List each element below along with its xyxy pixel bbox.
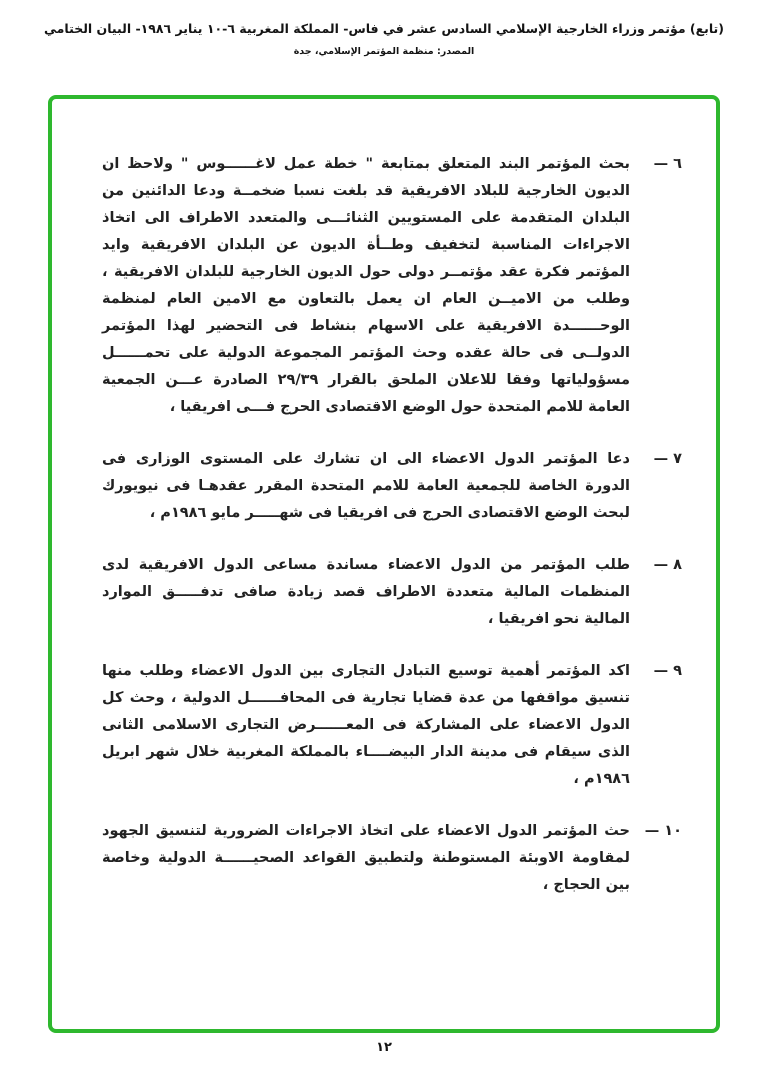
paragraph-10 [102, 818, 682, 899]
paragraph-number: ٨ — [653, 557, 682, 573]
page-number: ١٢ [376, 1040, 392, 1055]
document-source: المصدر: منظمة المؤتمر الإسلامي، جدة [293, 45, 475, 57]
paragraph-text: بحث المؤتمر البند المتعلق بمتابعة " خطة عمل لاغــــــوس " ولاحظ ان الديون الخارجية للبلاد الافريقية قد بلغت نسبا ضخمــة ودعا الدائنين من البلدان المتقدمة على المستويين الثنائـــى والمتعدد الاطراف الى اتخاذ الاجراءات المناسبة لتخفيف وطــأة الديون عن البلدان الافريقية وايد المؤتمر فكرة عقد مؤتمــر دولى حول الديون الخارجية للبلدان الافريقية ، وطلب من الاميــن العام ان يعمل بالتعاون مع الامين العام لمنظمة الوحــــــدة الافريقية على الاسهام بنشاط فى التحضير لهذا المؤتمر الدولــى فى حالة عقده وحث المؤتمر المجموعة الدولية على تحمــــــل مسؤولياتها وفقا للاعلان الملحق بالقرار ٢٩/٣٩ الصادرة عـــن الجمعية العامة للامم المتحدة حول الوضع الاقتصادى الحرج فـــى افريقيا ، [102, 156, 630, 415]
paragraph-text: اكد المؤتمر أهمية توسيع التبادل التجارى بين الدول الاعضاء وطلب منها تنسيق مواقفها من عدة قضايا تجارية فى المحافــــــل الدولية ، وحث كل الدول الاعضاء على المشاركة فى المعــــــرض التجارى الاسلامى الثانى الذى سيقام فى مدينة الدار البيضــــاء بالمملكة المغربية خلال شهر ابريل ١٩٨٦م ، [102, 663, 630, 787]
paragraph-7 [102, 446, 682, 527]
document-body [52, 99, 716, 899]
paragraph-number: ٦ — [653, 156, 682, 172]
paragraph-text: طلب المؤتمر من الدول الاعضاء مساندة مساعى الدول الافريقية لدى المنظمات المالية متعددة الاطراف قصد زيادة صافى تدفـــــق الموارد المالية نحو افريقيا ، [102, 557, 630, 627]
paragraph-number: ١٠ — [644, 823, 682, 839]
document-title: (تابع) مؤتمر وزراء الخارجية الإسلامي السادس عشر في فاس- المملكة المغربية ٦-١٠ يناير ١٩٨٦- البيان الختامي [44, 21, 724, 36]
paragraph-text: حث المؤتمر الدول الاعضاء على اتخاذ الاجراءات الضرورية لتنسيق الجهود لمقاومة الاوبئة المستوطنة ولتطبيق القواعد الصحيــــــة الدولية وخاصة بين الحجاج ، [102, 823, 630, 893]
paragraph-number: ٩ — [653, 663, 682, 679]
paragraph-9 [102, 658, 682, 793]
paragraph-text: دعا المؤتمر الدول الاعضاء الى ان تشارك على المستوى الوزارى فى الدورة الخاصة للجمعية العامة للامم المتحدة المقرر عقدهـا فى نيويورك لبحث الوضع الاقتصادى الحرج فى افريقيا فى شهـــــر مايو ١٩٨٦م ، [102, 451, 630, 521]
paragraph-number: ٧ — [653, 451, 682, 467]
paragraph-6 [102, 151, 682, 421]
paragraph-8 [102, 552, 682, 633]
scan-frame [48, 95, 720, 1033]
document-header [0, 0, 768, 57]
